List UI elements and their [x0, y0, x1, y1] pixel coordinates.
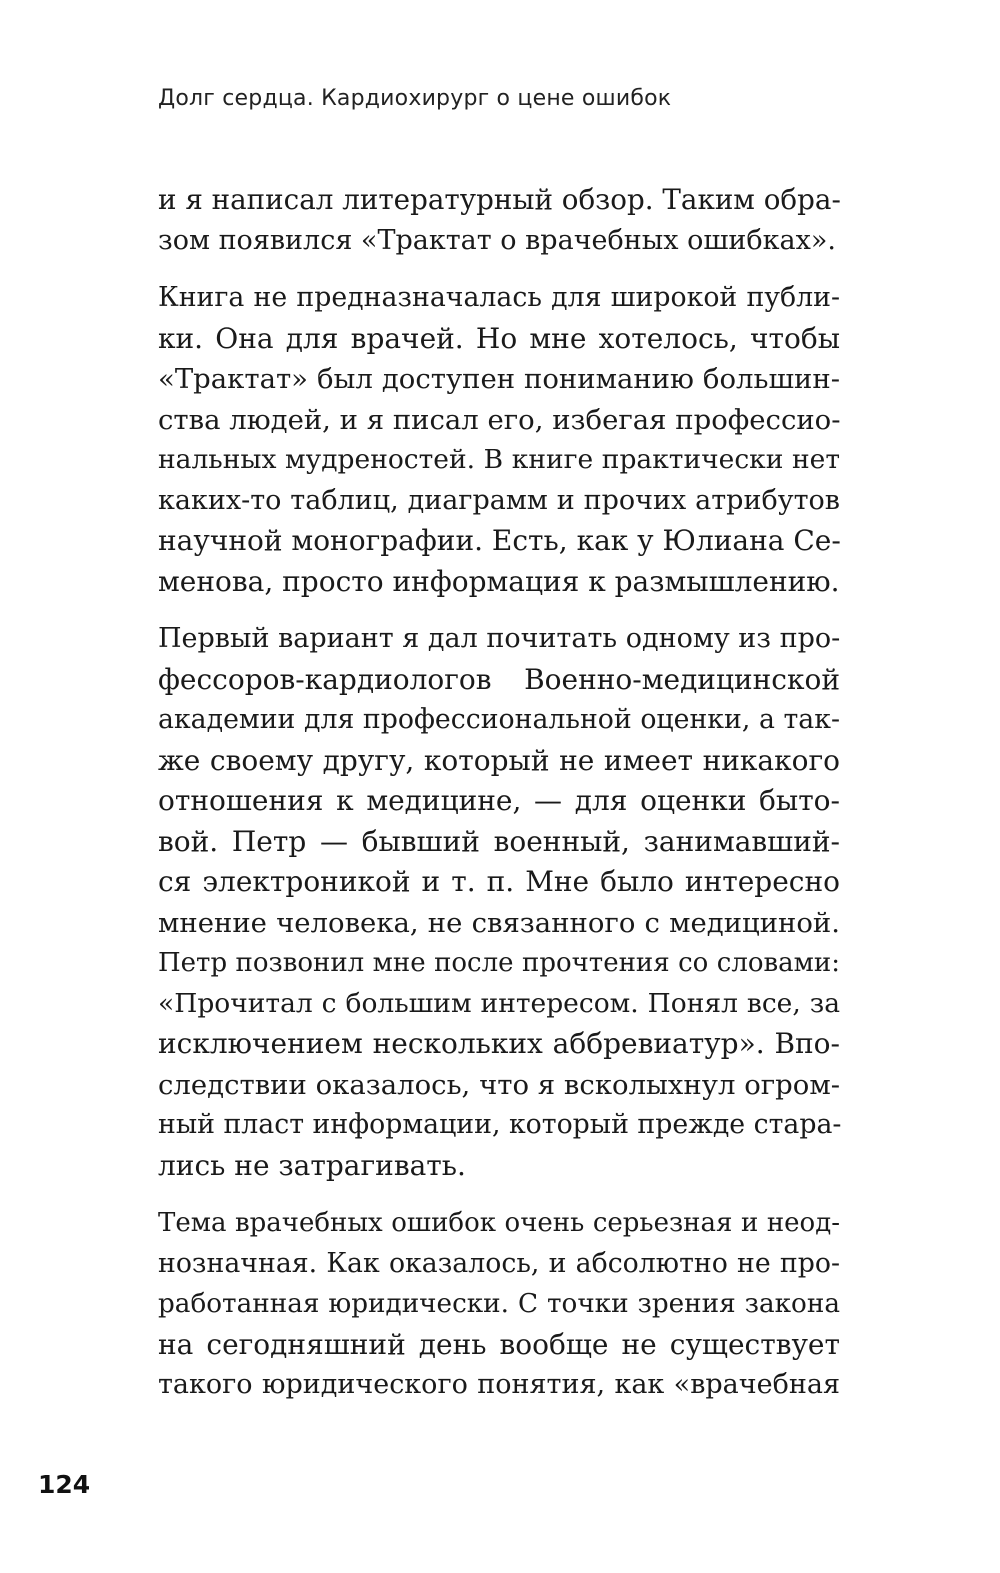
running-head: Долг сердца. Кардиохирург о цене ошибок [158, 86, 672, 111]
text-line: следствии оказалось, что я всколыхнул огром- [158, 1068, 840, 1101]
text-line: «Прочитал с большим интересом. Понял все, за [158, 987, 840, 1019]
paragraph [158, 619, 840, 1186]
text-line: ки. Она для врачей. Но мне хотелось, чтобы [158, 321, 840, 355]
text-line: Первый вариант я дал почитать одному из про- [158, 623, 841, 654]
text-line: фессоров-кардиологов Военно-медицинской [158, 662, 840, 696]
paragraph [158, 278, 840, 602]
body-text [158, 180, 840, 1423]
text-line: каких-то таблиц, диаграмм и прочих атрибутов [158, 484, 840, 516]
text-line: зом появился «Трактат о врачебных ошибках». [158, 224, 836, 256]
text-line: нозначная. Как оказалось, и абсолютно не про- [158, 1247, 840, 1279]
text-line: лись не затрагивать. [158, 1148, 466, 1182]
text-line: исключением нескольких аббревиатур». Впо- [158, 1027, 840, 1060]
text-line: нальных мудреностей. В книге практически нет [158, 444, 840, 475]
text-line: мнение человека, не связанного с медициной. [158, 906, 840, 939]
text-line: Петр позвонил мне после прочтения со словами: [158, 948, 840, 978]
text-line: ства людей, и я писал его, избегая профессио- [158, 403, 841, 436]
text-line: отношения к медицине, — для оценки быто- [158, 784, 840, 817]
text-line: научной монографии. Есть, как у Юлиана Се- [158, 524, 841, 557]
text-line: работанная юридически. С точки зрения закона [158, 1289, 840, 1319]
text-line: ся электроникой и т. п. Мне было интересно [158, 865, 840, 898]
text-line: ный пласт информации, который прежде стара- [158, 1109, 842, 1140]
text-line: на сегодняшний день вообще не существует [158, 1327, 840, 1361]
text-line: же своему другу, который не имеет никакого [158, 743, 840, 777]
text-line: Книга не предназначалась для широкой публи- [158, 282, 840, 313]
text-line: «Трактат» был доступен пониманию большин- [158, 363, 840, 395]
text-line: академии для профессиональной оценки, а так- [158, 704, 840, 735]
text-line: такого юридического понятия, как «врачебная [158, 1369, 840, 1400]
text-line: менова, просто информация к размышлению. [158, 564, 840, 598]
text-line: вой. Петр — бывший военный, занимавший- [158, 824, 840, 858]
paragraph [158, 180, 840, 261]
paragraph [158, 1203, 840, 1406]
page-number: 124 [38, 1470, 91, 1499]
text-line: и я написал литературный обзор. Таким обра- [158, 183, 841, 216]
text-line: Тема врачебных ошибок очень серьезная и неод- [158, 1208, 840, 1238]
